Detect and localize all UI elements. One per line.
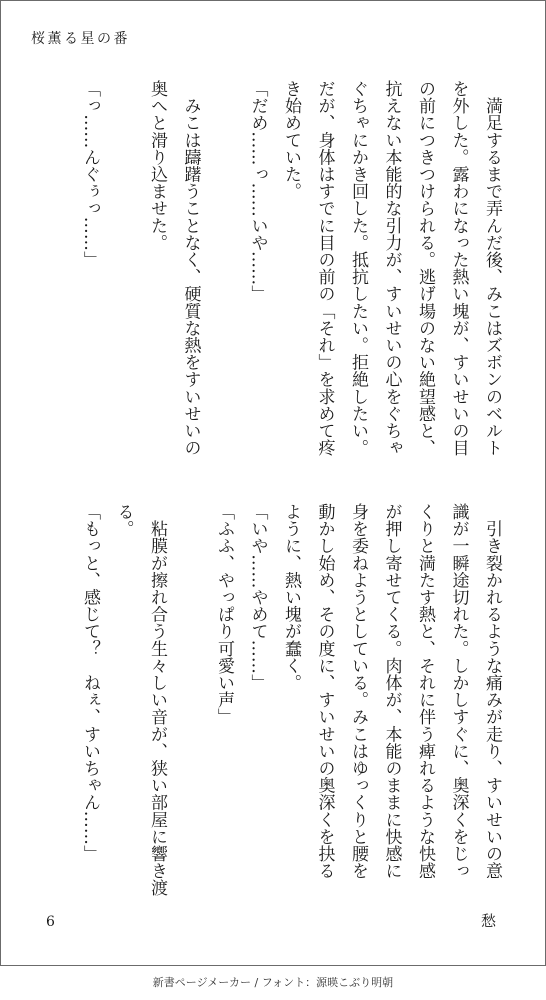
text-column: 動かし始め、その度に、すいせいの奥深くを抉る: [314, 503, 335, 880]
book-title: 桜薫る星の番: [31, 31, 130, 47]
text-column: 「もっと、感じて？ ねぇ、すいちゃん……」: [80, 503, 100, 863]
text-column: き始めていた。: [281, 80, 301, 200]
text-column: 奥へと滑り込ませた。: [147, 80, 167, 251]
text-column: の前につきつけられる。逃げ場のない絶望感と、: [415, 80, 435, 457]
text-column: だが、身体はすでに目の前の「それ」を求めて疼: [314, 80, 335, 457]
lower-tier: [72, 503, 508, 897]
upper-tier: [72, 80, 508, 460]
text-column: [207, 80, 241, 460]
text-column: ように、熱い塊が蠢く。: [281, 503, 301, 692]
text-column: ぐちゃにかき回した。抵抗したい。拒絶したい。: [348, 80, 368, 457]
text-column: 身を委ねようとしている。みこはゆっくりと腰を: [348, 503, 368, 880]
text-column: 粘膜が擦れ合う生々しい音が、狭い部屋に響き渡: [147, 503, 167, 897]
text-column: 満足するまで弄んだ後、みこはズボンのベルト: [482, 80, 502, 457]
text-column: [173, 503, 207, 883]
text-column: 引き裂かれるような痛みが走り、すいせいの意: [482, 503, 502, 880]
text-column: [106, 80, 140, 460]
text-column: 「いや……やめて……」: [247, 503, 268, 692]
page-number: 6: [46, 914, 55, 930]
text-column: る。: [113, 503, 134, 538]
text-column: くりと満たす熱と、それに伴う痺れるような快感: [415, 503, 435, 880]
text-column: を外した。露わになった熱い塊が、すいせいの目: [448, 80, 469, 457]
text-column: 「だめ……っ……いや……」: [247, 80, 268, 303]
author-name: 愁: [481, 912, 497, 930]
text-column: 抗えない本能的な引力が、すいせいの心をぐちゃ: [381, 80, 402, 457]
footer-credit: 新書ページメーカー / フォント：源暎こぶり明朝: [152, 976, 394, 989]
text-column: 「っ……んぐぅっ……」: [80, 80, 100, 269]
text-column: 識が一瞬途切れた。しかしすぐに、奥深くをじっ: [448, 503, 469, 880]
text-column: 「ふふ、やっぱり可愛い声」: [214, 503, 234, 726]
text-column: が押し寄せてくる。肉体が、本能のままに快感に: [381, 503, 402, 880]
text-column: みこは躊躇うことなく、硬質な熱をすいせいの: [180, 80, 201, 457]
